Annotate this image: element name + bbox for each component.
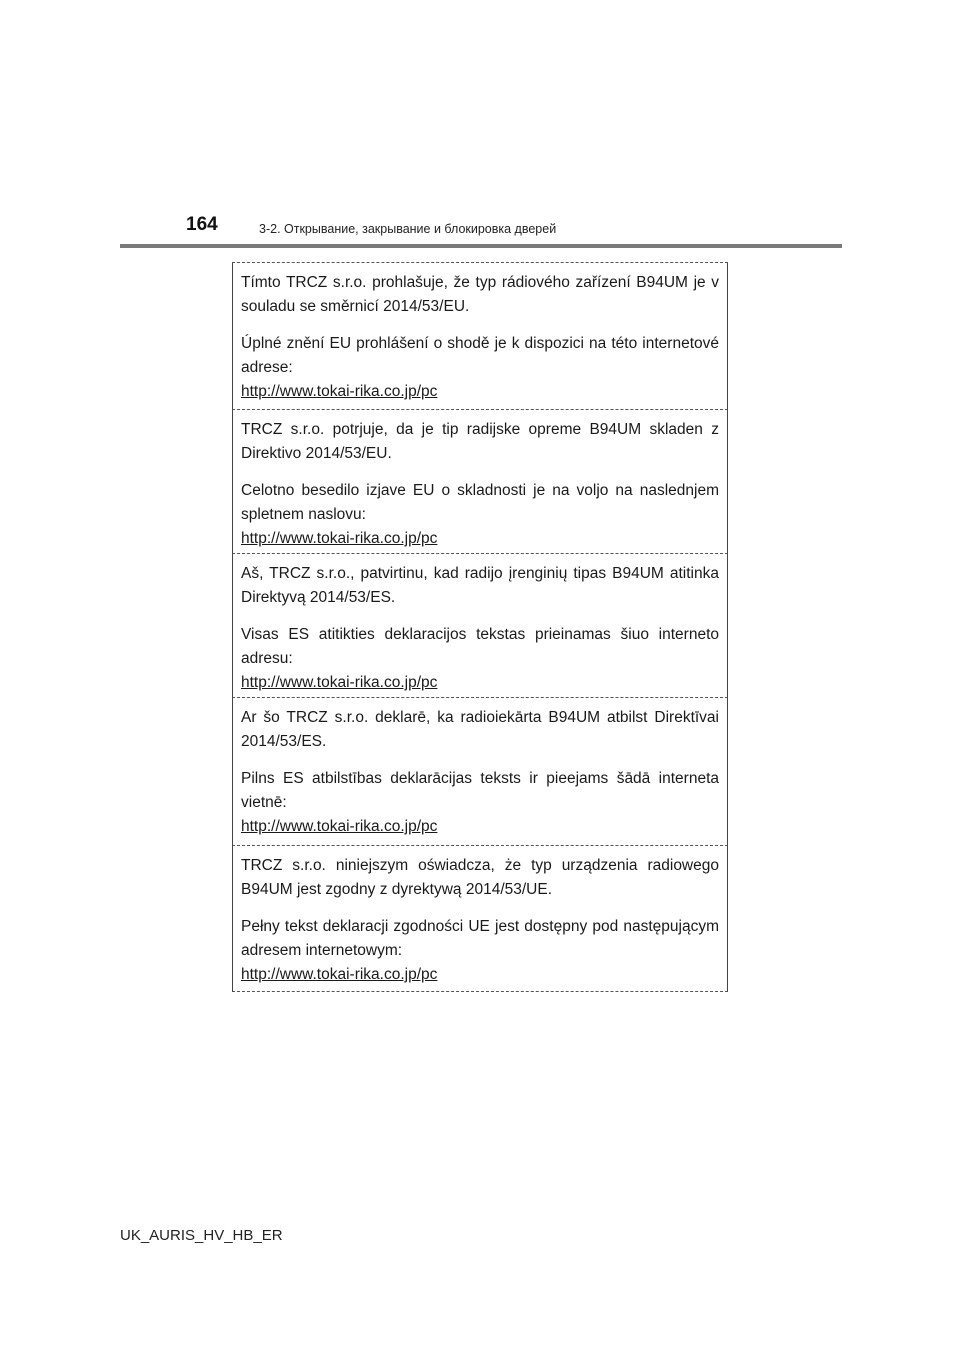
declaration-link[interactable]: http://www.tokai-rika.co.jp/pc — [241, 674, 438, 691]
declaration-availability: Pełny tekst deklaracji zgodności UE jest dostępny pod następującym adresem internetowym: — [241, 918, 719, 959]
declaration-link[interactable]: http://www.tokai-rika.co.jp/pc — [241, 818, 438, 835]
declaration-link[interactable]: http://www.tokai-rika.co.jp/pc — [241, 383, 438, 400]
declaration-availability: Visas ES atitikties deklaracijos tekstas prieinamas šiuo interneto adresu: — [241, 626, 719, 667]
declaration-statement: Tímto TRCZ s.r.o. prohlašuje, že typ rádiového zařízení B94UM je v souladu se směrnicí 2014/53/EU. — [241, 274, 719, 315]
declaration-availability: Celotno besedilo izjave EU o skladnosti je na voljo na naslednjem spletnem naslovu: — [241, 482, 719, 523]
declaration-block-pl — [232, 846, 728, 992]
declaration-block-cs — [232, 263, 728, 410]
header-rule — [120, 244, 842, 248]
declaration-availability: Úplné znění EU prohlášení o shodě je k dispozici na této internetové adrese: — [241, 335, 719, 376]
declaration-block-sl — [232, 410, 728, 554]
declaration-block-lv — [232, 698, 728, 846]
declaration-block-lt — [232, 554, 728, 698]
document-code: UK_AURIS_HV_HB_ER — [120, 1227, 283, 1244]
declarations-table — [232, 262, 728, 992]
section-title: 3-2. Открывание, закрывание и блокировка дверей — [259, 222, 557, 236]
declaration-availability: Pilns ES atbilstības deklarācijas teksts ir pieejams šādā interneta vietnē: — [241, 770, 719, 811]
declaration-statement: TRCZ s.r.o. niniejszym oświadcza, że typ urządzenia radiowego B94UM jest zgodny z dyrektywą 2014/53/UE. — [241, 857, 719, 898]
declaration-statement: Aš, TRCZ s.r.o., patvirtinu, kad radijo įrenginių tipas B94UM atitinka Direktyvą 2014/53/ES. — [241, 565, 719, 606]
declaration-link[interactable]: http://www.tokai-rika.co.jp/pc — [241, 530, 438, 547]
declaration-statement: TRCZ s.r.o. potrjuje, da je tip radijske opreme B94UM skladen z Direktivo 2014/53/EU. — [241, 421, 719, 462]
declaration-statement: Ar šo TRCZ s.r.o. deklarē, ka radioiekārta B94UM atbilst Direktīvai 2014/53/ES. — [241, 709, 719, 750]
declaration-link[interactable]: http://www.tokai-rika.co.jp/pc — [241, 966, 438, 983]
page-number: 164 — [186, 214, 218, 235]
